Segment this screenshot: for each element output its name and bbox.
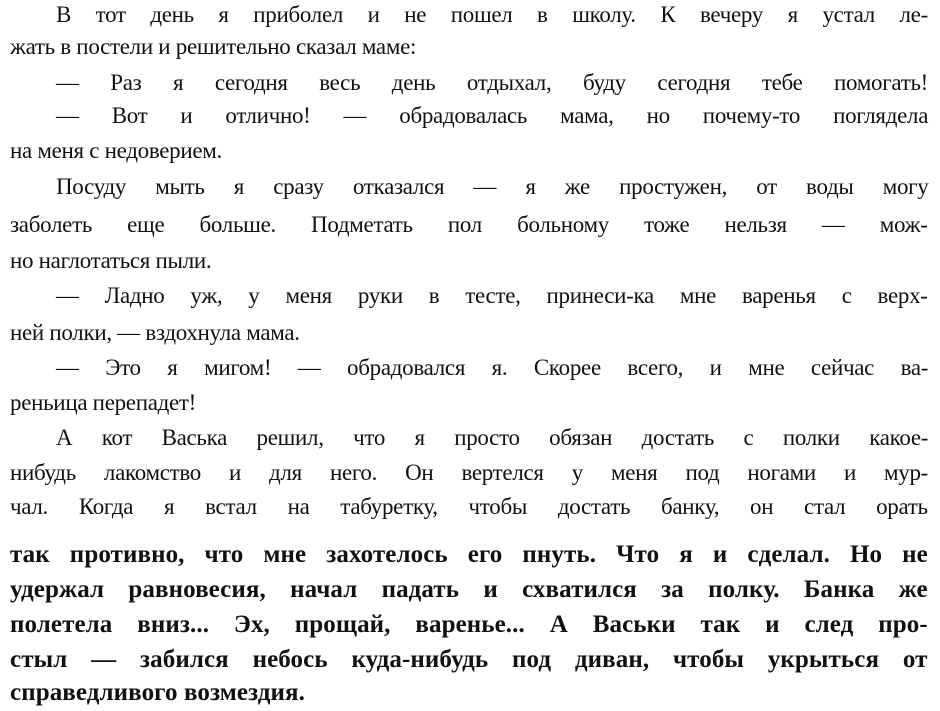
text-line: справедливого возмездия. bbox=[10, 679, 306, 706]
text-line: так противно, что мне захотелось его пнуть. Что я и сделал. Но не bbox=[10, 541, 928, 568]
text-line: реньица перепадет! bbox=[10, 390, 197, 415]
text-line: — Ладно уж, у меня руки в тесте, принеси-ка мне варенья с верх- bbox=[56, 283, 928, 308]
text-line: В тот день я приболел и не пошел в школу. К вечеру я устал ле- bbox=[56, 2, 928, 27]
text-line: на меня с недоверием. bbox=[10, 138, 222, 163]
text-line: А кот Васька решил, что я просто обязан достать с полки какое- bbox=[56, 425, 929, 450]
text-line: заболеть еще больше. Подметать пол больному тоже нельзя — мож- bbox=[10, 212, 928, 237]
text-line: чал. Когда я встал на табуретку, чтобы достать банку, он стал орать bbox=[10, 494, 928, 519]
text-line: полетела вниз... Эх, прощай, варенье... А Васьки так и след про- bbox=[10, 611, 928, 638]
text-line: Посуду мыть я сразу отказался — я же простужен, от воды могу bbox=[56, 174, 929, 199]
text-line: — Это я мигом! — обрадовался я. Скорее всего, и мне сейчас ва- bbox=[56, 355, 929, 380]
text-line: — Раз я сегодня весь день отдыхал, буду сегодня тебе помогать! bbox=[56, 70, 929, 95]
text-line: удержал равновесия, начал падать и схватился за полку. Банка же bbox=[10, 576, 928, 603]
text-line: ней полки, — вздохнула мама. bbox=[10, 320, 300, 345]
text-line: стыл — забился небось куда-нибудь под диван, чтобы укрыться от bbox=[10, 646, 928, 673]
text-line: но наглотаться пыли. bbox=[10, 248, 212, 273]
text-line: нибудь лакомство и для него. Он вертелся у меня под ногами и мур- bbox=[10, 460, 929, 485]
text-line: — Вот и отлично! — обрадовалась мама, но почему-то поглядела bbox=[56, 103, 929, 128]
text-line: жать в постели и решительно сказал маме: bbox=[10, 34, 417, 59]
